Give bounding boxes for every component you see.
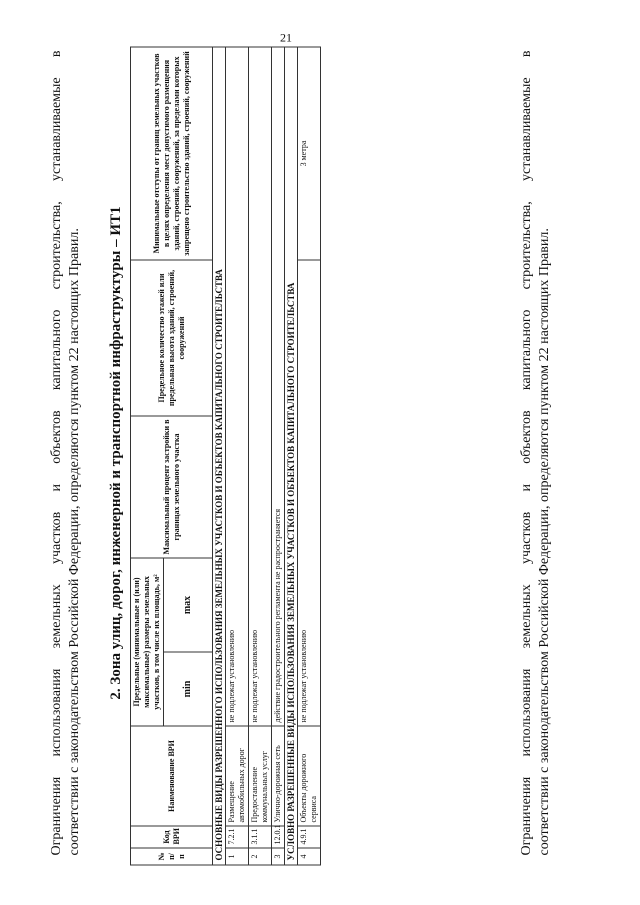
row-code: 3.1.1 <box>249 826 272 848</box>
table-row <box>272 47 285 865</box>
header-code: Код ВРИ <box>131 826 213 848</box>
table-row <box>298 47 321 865</box>
regulations-table <box>130 46 321 865</box>
zone-title: 2. Зона улиц, дорог, инженерной и транспортной инфраструктуры – ИТ1 <box>108 205 124 700</box>
table-header-row <box>131 47 164 865</box>
row-name: Предоставление коммунальных услуг <box>249 726 272 826</box>
row-name: Улично-дорожная сеть <box>272 726 285 826</box>
intro-line-1: Ограничения использования земельных участков и объектов капитального строительства, устанавливаемые в <box>49 50 64 855</box>
header-size: Предельные (минимальные и (или) максимальные) размеры земельных участков, в том числе их площадь, м² <box>131 558 164 726</box>
section-row-main <box>213 47 226 865</box>
header-setbacks: Минимальные отступы от границ земельных участков в целях определения мест допустимого размещения зданий, строений, сооружений, за пределами которых запрещено строительство зданий, строений, сооружений <box>131 47 213 260</box>
intro-line-2: соответствии с законодательством Российской Федерации, определяются пунктом 22 настоящих Правил. <box>67 227 82 855</box>
row-note: не подлежат установлению <box>226 47 249 726</box>
section-main: ОСНОВНЫЕ ВИДЫ РАЗРЕШЕННОГО ИСПОЛЬЗОВАНИЯ ЗЕМЕЛЬНЫХ УЧАСТКОВ И ОБЪЕКТОВ КАПИТАЛЬНОГО СТРОИТЕЛЬСТВА <box>213 47 226 865</box>
row-setback: 3 метра <box>298 47 321 260</box>
row-num: 4 <box>298 848 321 865</box>
row-num: 3 <box>272 848 285 865</box>
header-min: min <box>164 652 213 726</box>
header-name: Наименование ВРИ <box>131 726 213 826</box>
rotated-content <box>30 30 610 875</box>
row-note: не подлежат установлению <box>249 47 272 726</box>
row-code: 12.0.1 <box>272 826 285 848</box>
row-name: Объекты дорожного сервиса <box>298 726 321 826</box>
section-conditional: УСЛОВНО РАЗРЕШЕННЫЕ ВИДЫ ИСПОЛЬЗОВАНИЯ ЗЕМЕЛЬНЫХ УЧАСТКОВ И ОБЪЕКТОВ КАПИТАЛЬНОГО СТРОИТЕЛЬСТВА <box>285 47 298 865</box>
header-max: max <box>164 558 213 652</box>
outro-line-2: соответствии с законодательством Российской Федерации, определяются пунктом 22 настоящих Правил. <box>537 227 552 855</box>
table-row <box>226 47 249 865</box>
row-note: не подлежат установлению <box>298 260 321 726</box>
section-row-conditional <box>285 47 298 865</box>
page-number: 21 <box>280 30 292 44</box>
intro-paragraph <box>48 50 84 855</box>
row-num: 2 <box>249 848 272 865</box>
row-note: действие градостроительного регламента не распространяется <box>272 47 285 726</box>
table-row <box>249 47 272 865</box>
header-floors: Предельное количество этажей или предельная высота зданий, строений, сооружений <box>131 260 213 416</box>
row-code: 7.2.1 <box>226 826 249 848</box>
row-code: 4.9.1 <box>298 826 321 848</box>
header-num: № п/п <box>131 848 213 865</box>
header-percent: Максимальный процент застройки в границах земельного участка <box>131 416 213 558</box>
outro-line-1: Ограничения использования земельных участков и объектов капитального строительства, устанавливаемые в <box>519 50 534 855</box>
outro-paragraph <box>518 50 554 855</box>
row-name: Размещение автомобильных дорог <box>226 726 249 826</box>
row-num: 1 <box>226 848 249 865</box>
